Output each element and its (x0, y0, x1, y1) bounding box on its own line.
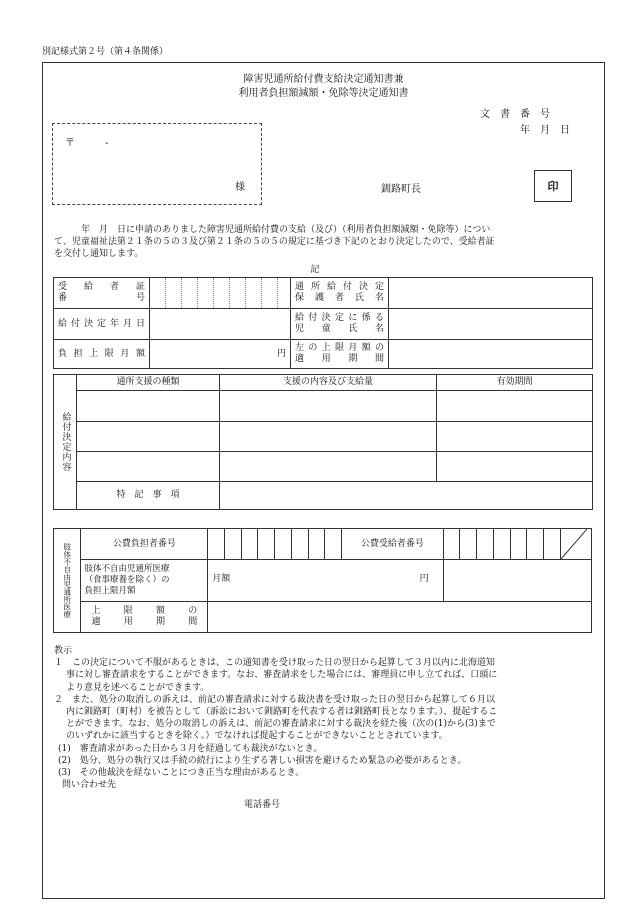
payer-number-label: 公費負担者番号 (81, 529, 208, 560)
recipient-digit[interactable] (230, 278, 246, 309)
phone-label: 電話番号 (244, 800, 281, 810)
recipient-digit[interactable] (198, 278, 214, 309)
recipient-number-row (54, 278, 593, 309)
note-2-cont: のいずれかに該当するときを除く。）でなければ提起することができないこととされています。 (66, 731, 448, 742)
special-notes-row (54, 482, 593, 510)
intro-line-1: 年 月 日に申請のありました障害児通所給付費の支給（及び）（利用者負担額減額・免除等）につい (54, 225, 491, 235)
medical-period-value[interactable] (208, 602, 592, 633)
decision-date-value[interactable] (150, 309, 291, 340)
recipient-digit-2[interactable] (477, 529, 494, 560)
recipient-digit-2[interactable] (527, 529, 544, 560)
recipient-number-label-2: 公費受給者番号 (342, 529, 444, 560)
decision-date-label: 給付決定年月日 (54, 309, 150, 340)
address-box (52, 123, 262, 205)
medical-blank (443, 560, 591, 602)
sub-item-3: (3) その他裁決を経ないことにつき正当な理由があるとき。 (58, 768, 305, 779)
recipient-number-label: 受 給 者 証 番 号 (54, 278, 150, 309)
type-cell[interactable] (77, 452, 220, 482)
note-1-cont: より意見を述べることができます。 (66, 682, 210, 693)
col-amount: 支援の内容及び支給量 (220, 375, 437, 391)
payer-digit[interactable] (241, 529, 258, 560)
burden-row (54, 340, 593, 369)
payer-digit[interactable] (208, 529, 225, 560)
guardian-value[interactable] (389, 278, 593, 309)
recipient-digit[interactable] (150, 278, 166, 309)
recipient-digit[interactable] (166, 278, 182, 309)
notes-heading: 教示 (54, 646, 73, 656)
type-cell[interactable] (77, 391, 220, 422)
document-title (42, 73, 605, 101)
special-notes-label: 特 記 事 項 (77, 482, 220, 510)
contact-label: 問い合わせ先 (62, 780, 117, 791)
content-row (54, 391, 593, 422)
child-label: 給付決定に係る 児 童 氏 名 (291, 309, 389, 340)
burden-limit-value[interactable]: 円 (150, 340, 291, 369)
child-value[interactable] (389, 309, 593, 340)
monthly-label: 月額 (212, 574, 231, 584)
amount-cell[interactable] (220, 391, 437, 422)
payer-digit[interactable] (308, 529, 325, 560)
medical-yen: 円 (419, 574, 429, 584)
title-line-2: 利用者負担額減額・免除等決定通知書 (238, 88, 409, 99)
medical-period-row (54, 602, 592, 633)
note-1: １ この決定について不服があるときは、この通知書を受け取った日の翌日から起算して３月以内に北海道知 (54, 658, 495, 669)
payer-digit[interactable] (224, 529, 241, 560)
content-side-label: 給付決定内容 (54, 375, 77, 510)
recipient-digit[interactable] (262, 278, 278, 309)
recipient-digit-2[interactable] (460, 529, 477, 560)
payer-digit[interactable] (291, 529, 308, 560)
burden-limit-label: 負担上限月額 (54, 340, 150, 369)
medical-limit-row (54, 560, 592, 602)
sub-item-1: (1) 審査請求があった日から３月を経過しても裁決がないとき。 (58, 743, 323, 754)
valid-cell[interactable] (437, 391, 593, 422)
sub-item-2: (2) 処分、処分の執行又は手続の続行により生ずる著しい損害を避けるため緊急の必要があるとき。 (58, 755, 467, 766)
payer-digit[interactable] (258, 529, 275, 560)
recipient-digit[interactable] (246, 278, 262, 309)
note-2: ２ また、処分の取消しの訴えは、前記の審査請求に対する裁決書を受け取った日の翌日から起算して６月以 (54, 694, 496, 705)
col-type: 通所支援の種類 (77, 375, 220, 391)
issuer-name: 釧路町長 (381, 184, 421, 195)
decision-table (53, 277, 593, 369)
note-1-cont: 事に対し審査請求をすることができます。なお、審査請求をした場合には、審理員に申し立てれば、口頭に (66, 670, 498, 681)
doc-number-label: 文 書 番 号 (480, 109, 550, 120)
instructions (54, 645, 599, 791)
valid-cell[interactable] (437, 422, 593, 452)
note-2-cont: とができます。なお、処分の取消しの訴えは、前記の審査請求に対する裁決を経た後（次の(1)から(3)まで (66, 719, 496, 730)
content-row (54, 452, 593, 482)
honorific: 様 (235, 182, 245, 193)
content-row (54, 422, 593, 452)
amount-cell[interactable] (220, 452, 437, 482)
seal-stamp: 印 (534, 170, 572, 202)
content-table (53, 374, 593, 510)
period-value[interactable] (389, 340, 593, 369)
decision-date-row (54, 309, 593, 340)
doc-date: 年 月 日 (520, 125, 570, 136)
recipient-digit[interactable] (214, 278, 230, 309)
ki-marker: 記 (310, 265, 320, 275)
intro-line-3: を交付し通知します。 (54, 249, 144, 259)
payer-digit[interactable] (325, 529, 342, 560)
note-2-cont: 内に釧路町（町村）を被告として（訴訟において釧路町を代表する者は釧路町長となります。）、提起するこ (66, 707, 498, 718)
recipient-digit-2[interactable] (493, 529, 510, 560)
type-cell[interactable] (77, 422, 220, 452)
title-line-1: 障害児通所給付費支給決定通知書兼 (243, 74, 404, 85)
recipient-digit-2[interactable] (510, 529, 527, 560)
special-notes-value[interactable] (220, 482, 593, 510)
recipient-digit-2[interactable] (544, 529, 561, 560)
medical-limit-label: 肢体不自由児通所医療 （食事療養を除く）の 負担上限月額 (81, 560, 208, 602)
valid-cell[interactable] (437, 452, 593, 482)
content-header-row (54, 375, 593, 391)
col-valid: 有効期間 (437, 375, 593, 391)
recipient-digit[interactable] (278, 278, 291, 309)
diagonal-line (561, 529, 587, 559)
payer-digit[interactable] (275, 529, 292, 560)
postal-code: 〒 - (65, 138, 109, 149)
recipient-digit-2[interactable] (443, 529, 460, 560)
form-label: 別記様式第２号（第４条関係） (42, 47, 169, 57)
amount-cell[interactable] (220, 422, 437, 452)
medical-table (53, 528, 592, 633)
medical-period-label: 上 限 額 の 適 用 期 間 (81, 602, 208, 633)
medical-limit-value[interactable] (208, 560, 443, 602)
medical-side-label: 肢体不自由児通所医療 (54, 529, 81, 633)
guardian-label: 通所給付決定 保護者氏名 (291, 278, 389, 309)
intro-line-2: て、児童福祉法第２１条の５の３及び第２１条の５の５の規定に基づき下記のとおり決定したので、受給者証 (54, 237, 495, 247)
payer-row (54, 529, 592, 560)
diagonal-cell (560, 529, 591, 560)
recipient-digit[interactable] (182, 278, 198, 309)
period-label: 左の上限月額の 適 用 期 間 (291, 340, 389, 369)
intro-text (54, 224, 594, 260)
